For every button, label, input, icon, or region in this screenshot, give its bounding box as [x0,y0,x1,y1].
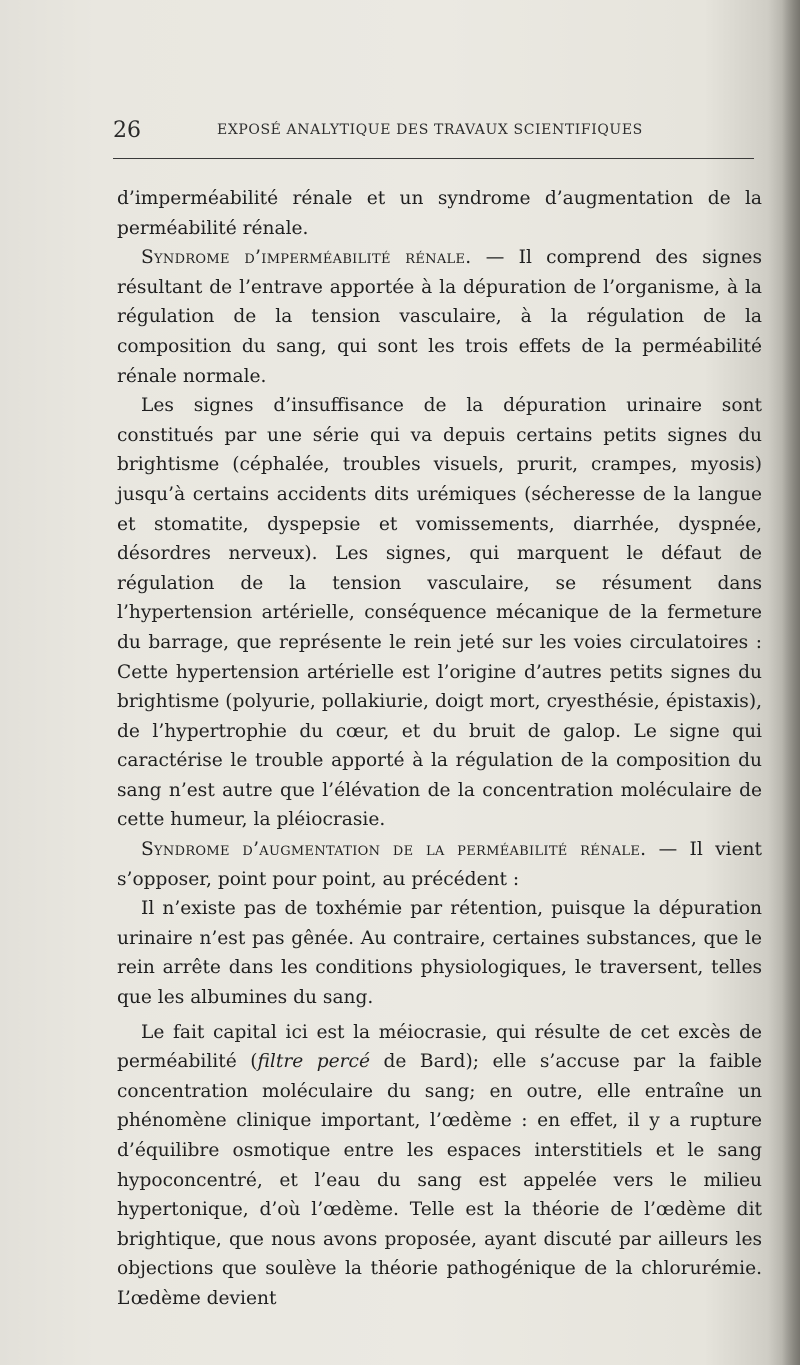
section-heading: Syndrome d’imperméabilité rénale. [141,247,472,269]
header-rule [113,158,754,159]
page-edge-shadow [782,0,800,1365]
page-number: 26 [113,118,141,143]
running-title: EXPOSÉ ANALYTIQUE DES TRAVAUX SCIENTIFIQUES [217,122,643,138]
body-text [117,184,762,1314]
paragraph-text: d’imperméabilité rénale et un syndrome d’augmentation de la perméabilité rénale. [117,188,762,239]
paragraph-text-end: de Bard); elle s’accuse par la faible concentration moléculaire du sang; en outre, elle entraîne un phénomène clinique important, l’œdème : en effet, il y a rupture d’équilibre osmotique entre les espaces interstitiels et le sang hypoconcentré, et l’eau du sang est appelée vers le milieu hypertonique, d’où l’œdème. Telle est la théorie de l’œdème dit brightique, que nous avons proposée, ayant discuté par ailleurs les objections que soulève la théorie pathogénique de la chlorurémie. L’œdème devient [117,1051,762,1309]
paragraph-meiocrasie [117,1018,762,1314]
paragraph-text: — Il comprend des signes résultant de l’entrave apportée à la dépuration de l’organisme, à la régulation de la tension vasculaire, à la régulation de la composition du sang, qui sont les trois effets de la perméabilité rénale normale. [117,247,762,387]
paragraph-text: — Il vient s’opposer, point pour point, au précédent : [117,839,762,890]
paragraph-syndrome-impermeabilite [117,243,762,391]
paragraph-signes-insuffisance [117,391,762,835]
paragraph-text: Il n’existe pas de toxhémie par rétention, puisque la dépuration urinaire n’est pas gênée. Au contraire, certaines substances, que le rein arrête dans les conditions physiologiques, le traversent, telles que les albumines du sang. [117,898,762,1009]
paragraph-syndrome-augmentation [117,835,762,894]
paragraph-toxhemie [117,894,762,1012]
paragraph-continuation [117,184,762,243]
paragraph-text: Les signes d’insuffisance de la dépuration urinaire sont constitués par une série qui va depuis certains petits signes du brightisme (céphalée, troubles visuels, prurit, crampes, myosis) jusqu’à certains accidents dits urémiques (sécheresse de la langue et stomatite, dyspepsie et vomissements, diarrhée, dyspnée, désordres nerveux). Les signes, qui marquent le défaut de régulation de la tension vasculaire, se résument dans l’hypertension artérielle, conséquence mécanique de la fermeture du barrage, que représente le rein jeté sur les voies circulatoires : Cette hypertension artérielle est l’origine d’autres petits signes du brightisme (polyurie, pollakiurie, doigt mort, cryesthésie, épistaxis), de l’hypertrophie du cœur, et du bruit de galop. Le signe qui caractérise le trouble apporté à la régulation de la composition du sang n’est autre que l’élévation de la concentration moléculaire de cette humeur, la pléiocrasie. [117,395,762,831]
paragraph-text-start: Le fait capital ici est la méiocrasie, qui résulte de cet excès de perméabilité ( [117,1021,762,1073]
page-header [113,118,753,146]
section-heading: Syndrome d’augmentation de la perméabilité rénale. [141,839,647,861]
italic-term: filtre percé [257,1051,370,1073]
